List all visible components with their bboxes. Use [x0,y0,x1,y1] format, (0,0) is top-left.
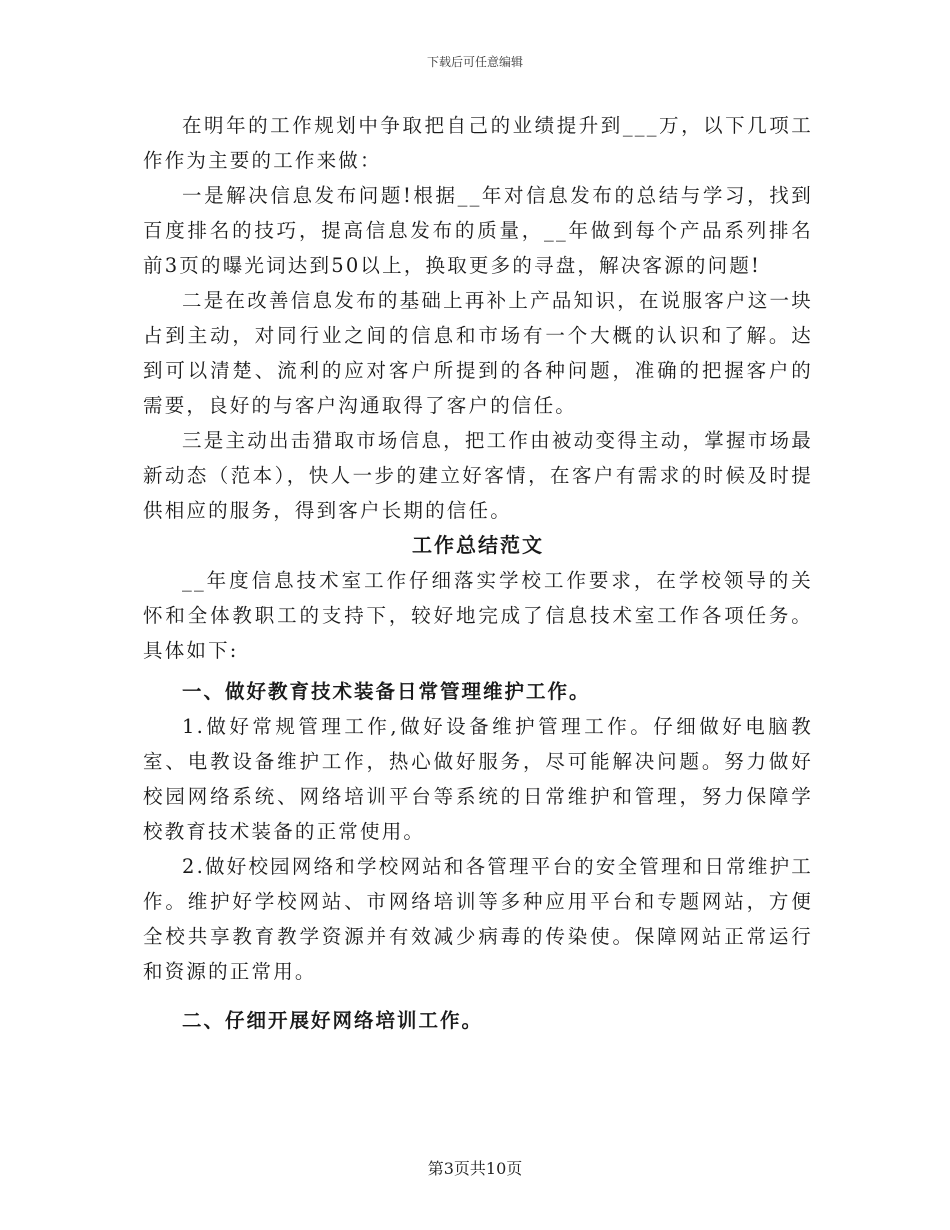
section-title: 工作总结范文 [412,533,544,557]
paragraph-point-1: 一是解决信息发布问题!根据__年对信息发布的总结与学习，找到百度排名的技巧，提高信息发布的质量，__年做到每个产品系列排名前3页的曝光词达到50以上，换取更多的寻盘，解决客源的问题! [143,184,813,277]
heading-2: 二、仔细开展好网络培训工作。 [182,1009,484,1032]
paragraph-point-2: 二是在改善信息发布的基础上再补上产品知识，在说服客户这一块占到主动，对同行业之间的信息和市场有一个大概的认识和了解。达到可以清楚、流利的应对客户所提到的各种问题，准确的把握客户的需要，良好的与客户沟通取得了客户的信任。 [143,289,813,417]
page-header: 下载后可任意编辑 [426,55,523,69]
document-body [143,108,813,1038]
heading-1: 一、做好教育技术装备日常管理维护工作。 [182,680,591,703]
paragraph-item-1: 1.做好常规管理工作,做好设备维护管理工作。仔细做好电脑教室、电教设备维护工作，热心做好服务，尽可能解决问题。努力做好校园网络系统、网络培训平台等系统的日常维护和管理，努力保障学校教育技术装备的正常使用。 [143,715,813,843]
page-footer: 第3页共10页 [427,1159,523,1178]
paragraph-plan: 在明年的工作规划中争取把自己的业绩提升到___万，以下几项工作作为主要的工作来做： [143,114,813,172]
paragraph-point-3: 三是主动出击猎取市场信息，把工作由被动变得主动，掌握市场最新动态（范本），快人一步的建立好客情，在客户有需求的时候及时提供相应的服务，得到客户长期的信任。 [143,429,813,522]
paragraph-intro: __年度信息技术室工作仔细落实学校工作要求，在学校领导的关怀和全体教职工的支持下，较好地完成了信息技术室工作各项任务。具体如下: [143,569,813,662]
paragraph-item-2: 2.做好校园网络和学校网站和各管理平台的安全管理和日常维护工作。维护好学校网站、市网络培训等多种应用平台和专题网站，方便全校共享教育教学资源并有效减少病毒的传染使。保障网站正常运行和资源的正常用。 [143,855,813,983]
